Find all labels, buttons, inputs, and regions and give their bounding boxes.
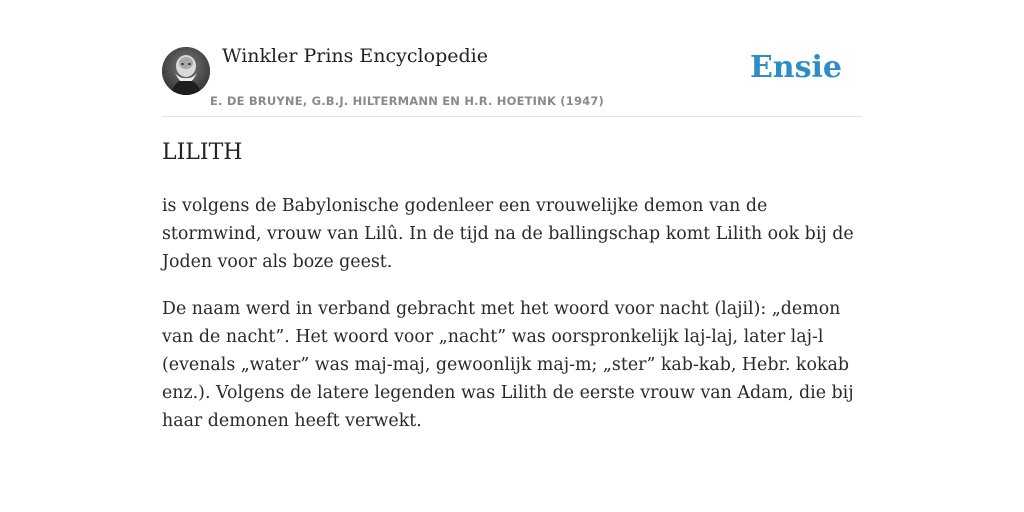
brand-logo-link[interactable]: Ensie [749, 50, 842, 85]
source-authors: E. DE BRUYNE, G.B.J. HILTERMANN EN H.R. HOETINK (1947) [210, 94, 605, 108]
article-paragraph: is volgens de Babylonische godenleer een vrouwelijke demon van de stormwind, vrouw van Lilû. In de tijd na de ballingschap komt Lilith ook bij de Joden voor als boze geest. [162, 196, 854, 272]
article-title: LILITH [162, 140, 243, 165]
source-header [162, 0, 862, 117]
source-title: Winkler Prins Encyclopedie [222, 45, 488, 67]
article-paragraph: De naam werd in verband gebracht met het woord voor nacht (lajil): „demon van de nacht”. Het woord voor „nacht” was oorspronkelijk laj-laj, later laj-l (evenals „water” was maj-maj, gewoonlijk maj-m; „ster” kab-kab, Hebr. kokab enz.). Volgens de latere legenden was Lilith de eerste vrouw van Adam, die bij haar demonen heeft verwekt. [162, 299, 854, 431]
author-avatar [162, 47, 210, 95]
portrait-icon [162, 47, 210, 95]
article-body [162, 192, 857, 454]
